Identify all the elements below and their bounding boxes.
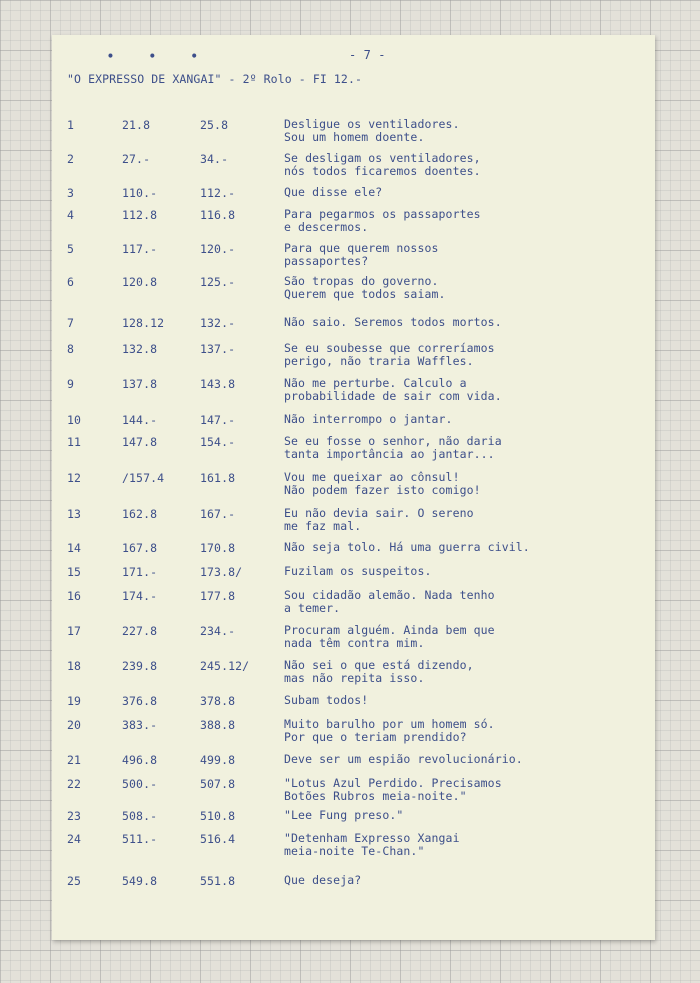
timecode-in: 21.8 [122, 118, 151, 132]
subtitle-line: Se eu soubesse que correríamos [284, 341, 495, 355]
row-number: 22 [67, 777, 82, 791]
row-number: 5 [67, 242, 75, 256]
subtitle-text [284, 541, 644, 554]
timecode-in: 117.- [122, 242, 158, 256]
timecode-out: 234.- [200, 624, 236, 638]
subtitle-text [284, 624, 644, 650]
row-number: 11 [67, 435, 82, 449]
page-title: "O EXPRESSO DE XANGAI" - 2º Rolo - FI 12.- [67, 72, 362, 86]
timecode-in: /157.4 [122, 471, 165, 485]
timecode-out: 112.- [200, 186, 236, 200]
row-number: 18 [67, 659, 82, 673]
row-number: 2 [67, 152, 75, 166]
subtitle-text [284, 659, 644, 685]
subtitle-line: Deve ser um espião revolucionário. [284, 752, 523, 766]
timecode-in: 496.8 [122, 753, 158, 767]
subtitle-line: Sou um homem doente. [284, 130, 425, 144]
row-number: 4 [67, 208, 75, 222]
row-number: 15 [67, 565, 82, 579]
subtitle-line: me faz mal. [284, 519, 362, 533]
subtitle-text [284, 316, 644, 329]
subtitle-line: perigo, não traria Waffles. [284, 354, 474, 368]
subtitle-text [284, 565, 644, 578]
timecode-in: 137.8 [122, 377, 158, 391]
subtitle-line: e descermos. [284, 220, 369, 234]
timecode-out: 120.- [200, 242, 236, 256]
subtitle-line: Subam todos! [284, 693, 369, 707]
subtitle-line: "Lee Fung preso." [284, 808, 404, 822]
subtitle-line: Sou cidadão alemão. Nada tenho [284, 588, 495, 602]
subtitle-text [284, 589, 644, 615]
subtitle-line: Desligue os ventiladores. [284, 117, 460, 131]
row-number: 1 [67, 118, 75, 132]
timecode-out: 25.8 [200, 118, 229, 132]
timecode-out: 154.- [200, 435, 236, 449]
subtitle-text [284, 471, 644, 497]
row-number: 9 [67, 377, 75, 391]
subtitle-line: meia-noite Te-Chan." [284, 844, 425, 858]
subtitle-text [284, 118, 644, 144]
subtitle-line: passaportes? [284, 254, 369, 268]
subtitle-text [284, 275, 644, 301]
timecode-in: 147.8 [122, 435, 158, 449]
subtitle-line: "Detenham Expresso Xangai [284, 831, 460, 845]
subtitle-line: nós todos ficaremos doentes. [284, 164, 481, 178]
subtitle-line: Não podem fazer isto comigo! [284, 483, 481, 497]
timecode-out: 378.8 [200, 694, 236, 708]
timecode-in: 500.- [122, 777, 158, 791]
subtitle-line: Não saio. Seremos todos mortos. [284, 315, 502, 329]
timecode-in: 239.8 [122, 659, 158, 673]
subtitle-line: Fuzilam os suspeitos. [284, 564, 432, 578]
subtitle-text [284, 718, 644, 744]
row-number: 23 [67, 809, 82, 823]
timecode-out: 173.8/ [200, 565, 243, 579]
timecode-in: 383.- [122, 718, 158, 732]
row-number: 10 [67, 413, 82, 427]
header-dots: • • • [107, 49, 212, 63]
row-number: 7 [67, 316, 75, 330]
row-number: 19 [67, 694, 82, 708]
row-number: 20 [67, 718, 82, 732]
subtitle-line: Vou me queixar ao cônsul! [284, 470, 460, 484]
subtitle-line: Para que querem nossos [284, 241, 439, 255]
timecode-out: 177.8 [200, 589, 236, 603]
subtitle-line: Não seja tolo. Há uma guerra civil. [284, 540, 530, 554]
timecode-in: 110.- [122, 186, 158, 200]
subtitle-text [284, 208, 644, 234]
subtitle-line: Não me perturbe. Calculo a [284, 376, 467, 390]
subtitle-line: "Lotus Azul Perdido. Precisamos [284, 776, 502, 790]
subtitle-line: Se eu fosse o senhor, não daria [284, 434, 502, 448]
subtitle-line: Se desligam os ventiladores, [284, 151, 481, 165]
timecode-in: 144.- [122, 413, 158, 427]
timecode-out: 147.- [200, 413, 236, 427]
subtitle-line: Eu não devia sair. O sereno [284, 506, 474, 520]
row-number: 13 [67, 507, 82, 521]
subtitle-line: Que deseja? [284, 873, 362, 887]
timecode-out: 34.- [200, 152, 229, 166]
subtitle-text [284, 435, 644, 461]
subtitle-line: nada têm contra mim. [284, 636, 425, 650]
timecode-out: 516.4 [200, 832, 236, 846]
subtitle-text [284, 342, 644, 368]
typewritten-page [52, 35, 655, 940]
timecode-out: 388.8 [200, 718, 236, 732]
timecode-in: 132.8 [122, 342, 158, 356]
timecode-out: 510.8 [200, 809, 236, 823]
page-number: - 7 - [349, 48, 386, 62]
subtitle-line: Procuram alguém. Ainda bem que [284, 623, 495, 637]
timecode-in: 120.8 [122, 275, 158, 289]
subtitle-line: Para pegarmos os passaportes [284, 207, 481, 221]
subtitle-text [284, 753, 644, 766]
subtitle-text [284, 242, 644, 268]
row-number: 24 [67, 832, 82, 846]
timecode-out: 132.- [200, 316, 236, 330]
subtitle-text [284, 186, 644, 199]
subtitle-text [284, 413, 644, 426]
timecode-in: 167.8 [122, 541, 158, 555]
row-number: 16 [67, 589, 82, 603]
timecode-out: 161.8 [200, 471, 236, 485]
row-number: 17 [67, 624, 82, 638]
timecode-in: 174.- [122, 589, 158, 603]
subtitle-line: Não sei o que está dizendo, [284, 658, 474, 672]
subtitle-line: a temer. [284, 601, 341, 615]
timecode-out: 116.8 [200, 208, 236, 222]
subtitle-text [284, 377, 644, 403]
subtitle-text [284, 832, 644, 858]
row-number: 6 [67, 275, 75, 289]
subtitle-line: tanta importância ao jantar... [284, 447, 495, 461]
timecode-in: 511.- [122, 832, 158, 846]
timecode-out: 137.- [200, 342, 236, 356]
subtitle-line: Botões Rubros meia-noite." [284, 789, 467, 803]
subtitle-text [284, 152, 644, 178]
timecode-out: 125.- [200, 275, 236, 289]
row-number: 3 [67, 186, 75, 200]
subtitle-text [284, 809, 644, 822]
subtitle-line: Que disse ele? [284, 185, 383, 199]
subtitle-line: Querem que todos saiam. [284, 287, 446, 301]
subtitle-line: Por que o teriam prendido? [284, 730, 467, 744]
timecode-out: 507.8 [200, 777, 236, 791]
subtitle-text [284, 777, 644, 803]
timecode-in: 128.12 [122, 316, 165, 330]
timecode-out: 245.12/ [200, 659, 250, 673]
subtitle-text [284, 874, 644, 887]
subtitle-line: probabilidade de sair com vida. [284, 389, 502, 403]
timecode-in: 162.8 [122, 507, 158, 521]
subtitle-text [284, 694, 644, 707]
row-number: 25 [67, 874, 82, 888]
timecode-in: 27.- [122, 152, 151, 166]
row-number: 14 [67, 541, 82, 555]
subtitle-text [284, 507, 644, 533]
subtitle-line: mas não repita isso. [284, 671, 425, 685]
row-number: 21 [67, 753, 82, 767]
timecode-in: 171.- [122, 565, 158, 579]
timecode-in: 227.8 [122, 624, 158, 638]
timecode-in: 112.8 [122, 208, 158, 222]
row-number: 8 [67, 342, 75, 356]
subtitle-line: Não interrompo o jantar. [284, 412, 453, 426]
row-number: 12 [67, 471, 82, 485]
timecode-in: 508.- [122, 809, 158, 823]
timecode-in: 549.8 [122, 874, 158, 888]
timecode-out: 499.8 [200, 753, 236, 767]
subtitle-line: Muito barulho por um homem só. [284, 717, 495, 731]
timecode-out: 170.8 [200, 541, 236, 555]
timecode-in: 376.8 [122, 694, 158, 708]
timecode-out: 167.- [200, 507, 236, 521]
subtitle-line: São tropas do governo. [284, 274, 439, 288]
timecode-out: 143.8 [200, 377, 236, 391]
timecode-out: 551.8 [200, 874, 236, 888]
